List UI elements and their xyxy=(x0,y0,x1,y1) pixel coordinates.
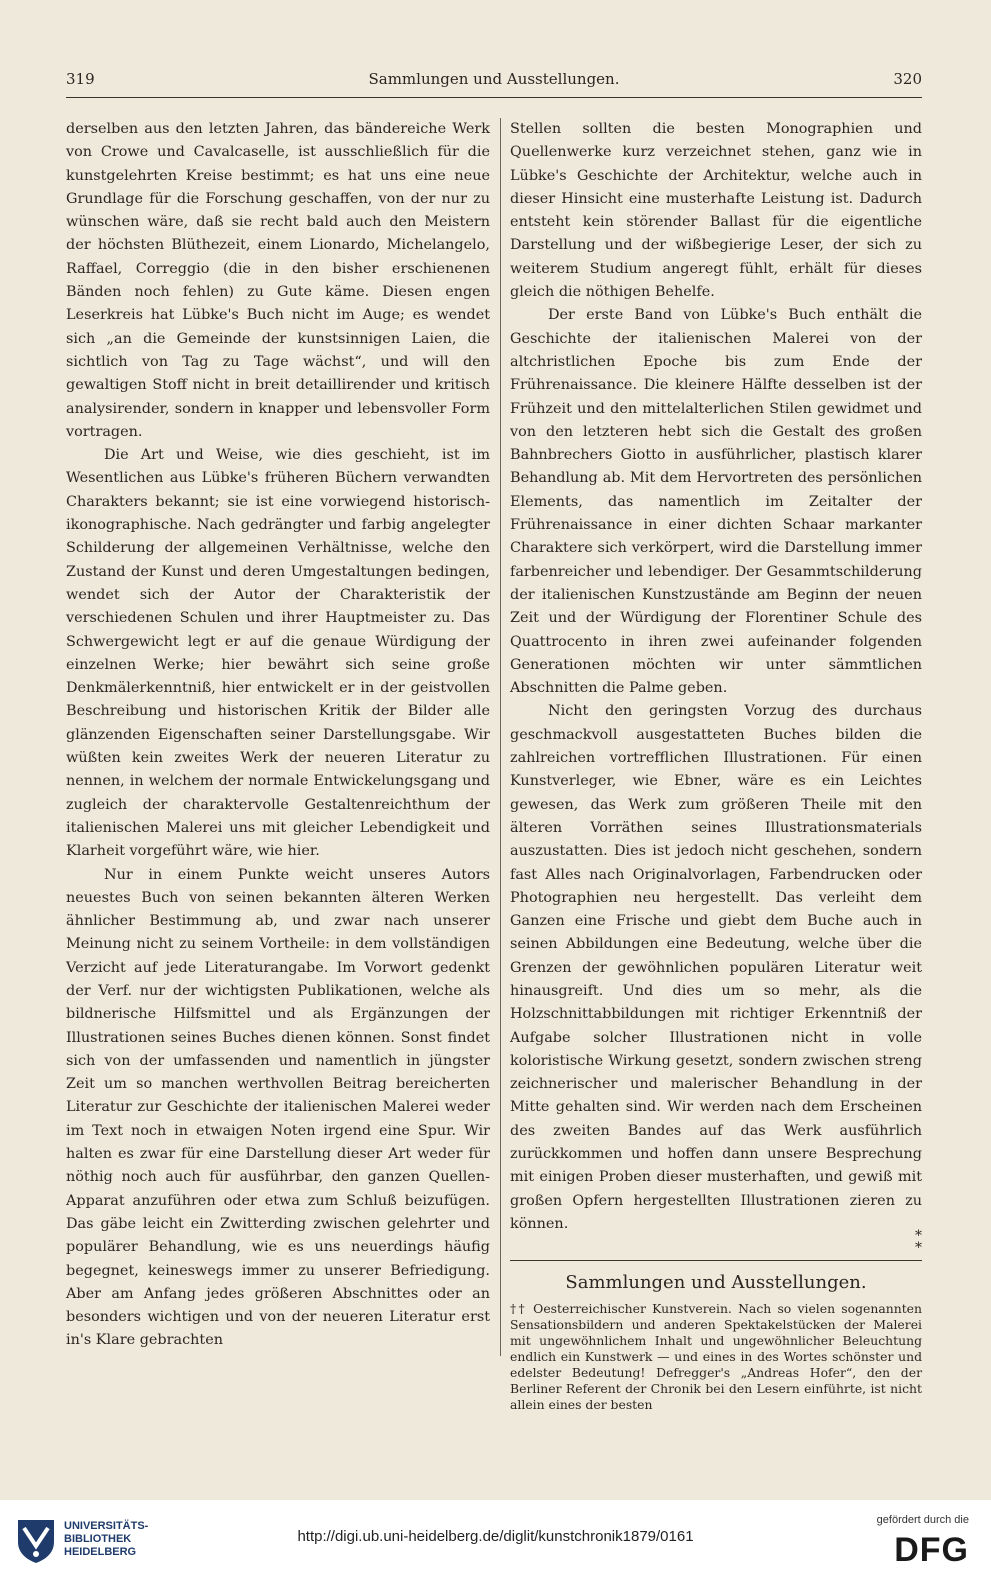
section-rule xyxy=(510,1260,922,1261)
running-header xyxy=(66,70,922,96)
institution-line: HEIDELBERG xyxy=(64,1546,137,1558)
paragraph: derselben aus den letzten Jahren, das bändereiche Werk von Crowe und Cavalcaselle, ist ausschließlich für die kunstgelehrten Kreise bestimmt; es hat uns eine neue Grundlage für die Forschung geschaffen, von der nur zu wünschen wäre, daß sie recht bald auch den Meistern der höchsten Blüthezeit, einem Lionardo, Michelangelo, Raffael, Correggio (die in den bisher erschienenen Bänden noch fehlen) zu Gute käme. Diesen engen Leserkreis hat Lübke's Buch nicht im Auge; es wendet sich „an die Gemeinde der kunstsinnigen Laien, die sichtlich von Tag zu Tage wächst“, und will den gewaltigen Stoff nicht in breit detaillirender und kritisch analysirender, sondern in knapper und lebensvoller Form vortragen. xyxy=(66,121,490,440)
section-title: Sammlungen und Ausstellungen. xyxy=(565,1272,867,1294)
funding-note: gefördert durch die xyxy=(876,1514,969,1526)
left-column xyxy=(66,118,490,1353)
source-url[interactable]: http://digi.ub.uni-heidelberg.de/diglit/kunstchronik1879/0161 xyxy=(297,1528,694,1545)
footer-bar xyxy=(0,1500,991,1581)
paragraph: Stellen sollten die besten Monographien und Quellenwerke kurz verzeichnet stehen, ganz wie in Lübke's Geschichte der Architektur, welche auch in dieser Hinsicht eine musterhafte Leistung ist. Dadurch entsteht kein störender Ballast für die eigentliche Darstellung und der wißbegierige Leser, der sich zu weiterem Studium angeregt fühlt, erhält für dieses gleich die nöthigen Behelfe. xyxy=(510,121,922,301)
asterism: * * xyxy=(915,1228,922,1257)
paragraph: Nicht den geringsten Vorzug des durchaus geschmackvoll ausgestatteten Buches bilden die zahlreichen vortrefflichen Illustrationen. Für einen Kunstverleger, wie Ebner, wäre es ein Leichtes gewesen, das Werk zum größeren Theile mit den älteren Vorräthen seines Illustrationsmaterials auszustatten. Dies ist jedoch nicht geschehen, sondern fast Alles nach Originalvorlagen, Farbendrucken oder Photographien neu hergestellt. Das verleiht dem Ganzen eine Frische und giebt dem Buche auch in seinen Abbildungen eine Bedeutung, welche über die Grenzen der gewöhnlichen populären Literatur weit hinausgreift. Und dies um so mehr, als die Holzschnittabbildungen mit richtiger Erkenntniß der Aufgabe solcher Illustrationen nicht in volle koloristische Wirkung gesetzt, sondern zwischen streng zeichnerischer und malerischer Behandlung in der Mitte gehalten sind. Wir werden nach dem Erscheinen des zweiten Bandes auf das Werk ausführlich zurückkommen und hoffen dann unsere Besprechung mit einigen Proben dieser musterhaften, und gewiß mit großen Opfern hergestellten Illustrationen zieren zu können. xyxy=(510,703,922,1232)
dfg-logo: DFG xyxy=(894,1531,969,1569)
section-text: †† Oesterreichischer Kunstverein. Nach so vielen sogenannten Sensationsbildern und anderen Spektakelstücken der Malerei mit ungewöhnlichem Inhalt und ungewöhnlicher Beleuchtung endlich ein Kunstwerk — und eines in des Wortes schönster und edelster Bedeutung! Defregger's „Andreas Hofer“, den der Berliner Referent der Chronik bei den Lesern einführte, ist nicht allein eines der besten xyxy=(510,1301,922,1413)
page-number-right: 320 xyxy=(893,70,922,88)
column-divider xyxy=(500,118,501,1356)
institution-line: BIBLIOTHEK xyxy=(64,1533,132,1545)
paragraph: Die Art und Weise, wie dies geschieht, ist im Wesentlichen aus Lübke's früheren Büchern verwandten Charakters bekannt; sie ist eine vorwiegend historisch-ikonographische. Nach gedrängter und farbig angelegter Schilderung der allgemeinen Verhältnisse, welche den Zustand der Kunst und deren Umgestaltungen bedingen, wendet sich der Autor der Charakteristik der verschiedenen Schulen und ihrer Hauptmeister zu. Das Schwergewicht legt er auf die genaue Würdigung der einzelnen Werke; hier bewährt sich seine große Denkmälerkenntniß, hier entwickelt er in der geistvollen Beschreibung und historischen Kritik der Bilder alle glänzenden Eigenschaften seiner Darstellungsgabe. Wir wüßten kein zweites Werk der neueren Literatur zu nennen, in welchem der normale Entwickelungsgang und zugleich der charaktervolle Gestaltenreichthum der italienischen Malerei uns mit gleicher Lebendigkeit und Klarheit vorgeführt wäre, wie hier. xyxy=(66,447,490,860)
running-title: Sammlungen und Ausstellungen. xyxy=(368,70,620,88)
paragraph: Nur in einem Punkte weicht unseres Autors neuestes Buch von seinen bekannten älteren Werken ähnlicher Bestimmung ab, und zwar nach unserer Meinung nicht zu seinem Vortheile: in dem vollständigen Verzicht auf jede Literaturangabe. Im Vorwort gedenkt der Verf. nur der wichtigsten Publikationen, welche als bildnerische Hilfsmittel und als Ergänzungen der Illustrationen seines Buches dienen können. Sonst findet sich von der umfassenden und namentlich in jüngster Zeit um so manchen werthvollen Beitrag bereicherten Literatur zur Geschichte der italienischen Malerei weder im Text noch in etwaigen Noten irgend eine Spur. Wir halten es zwar für eine Darstellung dieser Art weder für nöthig noch auch für ausführbar, den ganzen Quellen-Apparat anzuführen oder etwa zum Schluß beizufügen. Das gäbe leicht ein Zwitterding zwischen gelehrter und populärer Behandlung, wie es uns neuerdings häufig begegnet, keineswegs immer zu unserer Befriedigung. Aber am Anfang jedes größeren Abschnittes oder an besonders wichtigen und von der neueren Literatur erst in's Klare gebrachten xyxy=(66,866,490,1349)
page-number-left: 319 xyxy=(66,70,95,88)
right-column xyxy=(510,118,922,1413)
header-rule xyxy=(66,97,922,98)
institution-line: UNIVERSITÄTS- xyxy=(64,1520,149,1532)
paragraph: Der erste Band von Lübke's Buch enthält die Geschichte der italienischen Malerei von der altchristlichen Epoche bis zum Ende der Frührenaissance. Die kleinere Hälfte desselben ist der Frühzeit und den mittelalterlichen Stilen gewidmet und von den letzteren hebt sich die Gestalt des großen Bahnbrechers Giotto in ausführlicher, plastisch klarer Behandlung ab. Mit dem Hervortreten des persönlichen Elements, das namentlich im Zeitalter der Frührenaissance in einer dichten Schaar markanter Charaktere sich verkörpert, wird die Darstellung immer farbenreicher und lebendiger. Der Gesammtschilderung der italienischen Kunstzustände am Beginn der neuen Zeit und der Würdigung der Florentiner Schule des Quattrocento in ihren zwei aufeinander folgenden Generationen möchten wir unter sämmtlichen Abschnitten die Palme geben. xyxy=(510,307,922,697)
